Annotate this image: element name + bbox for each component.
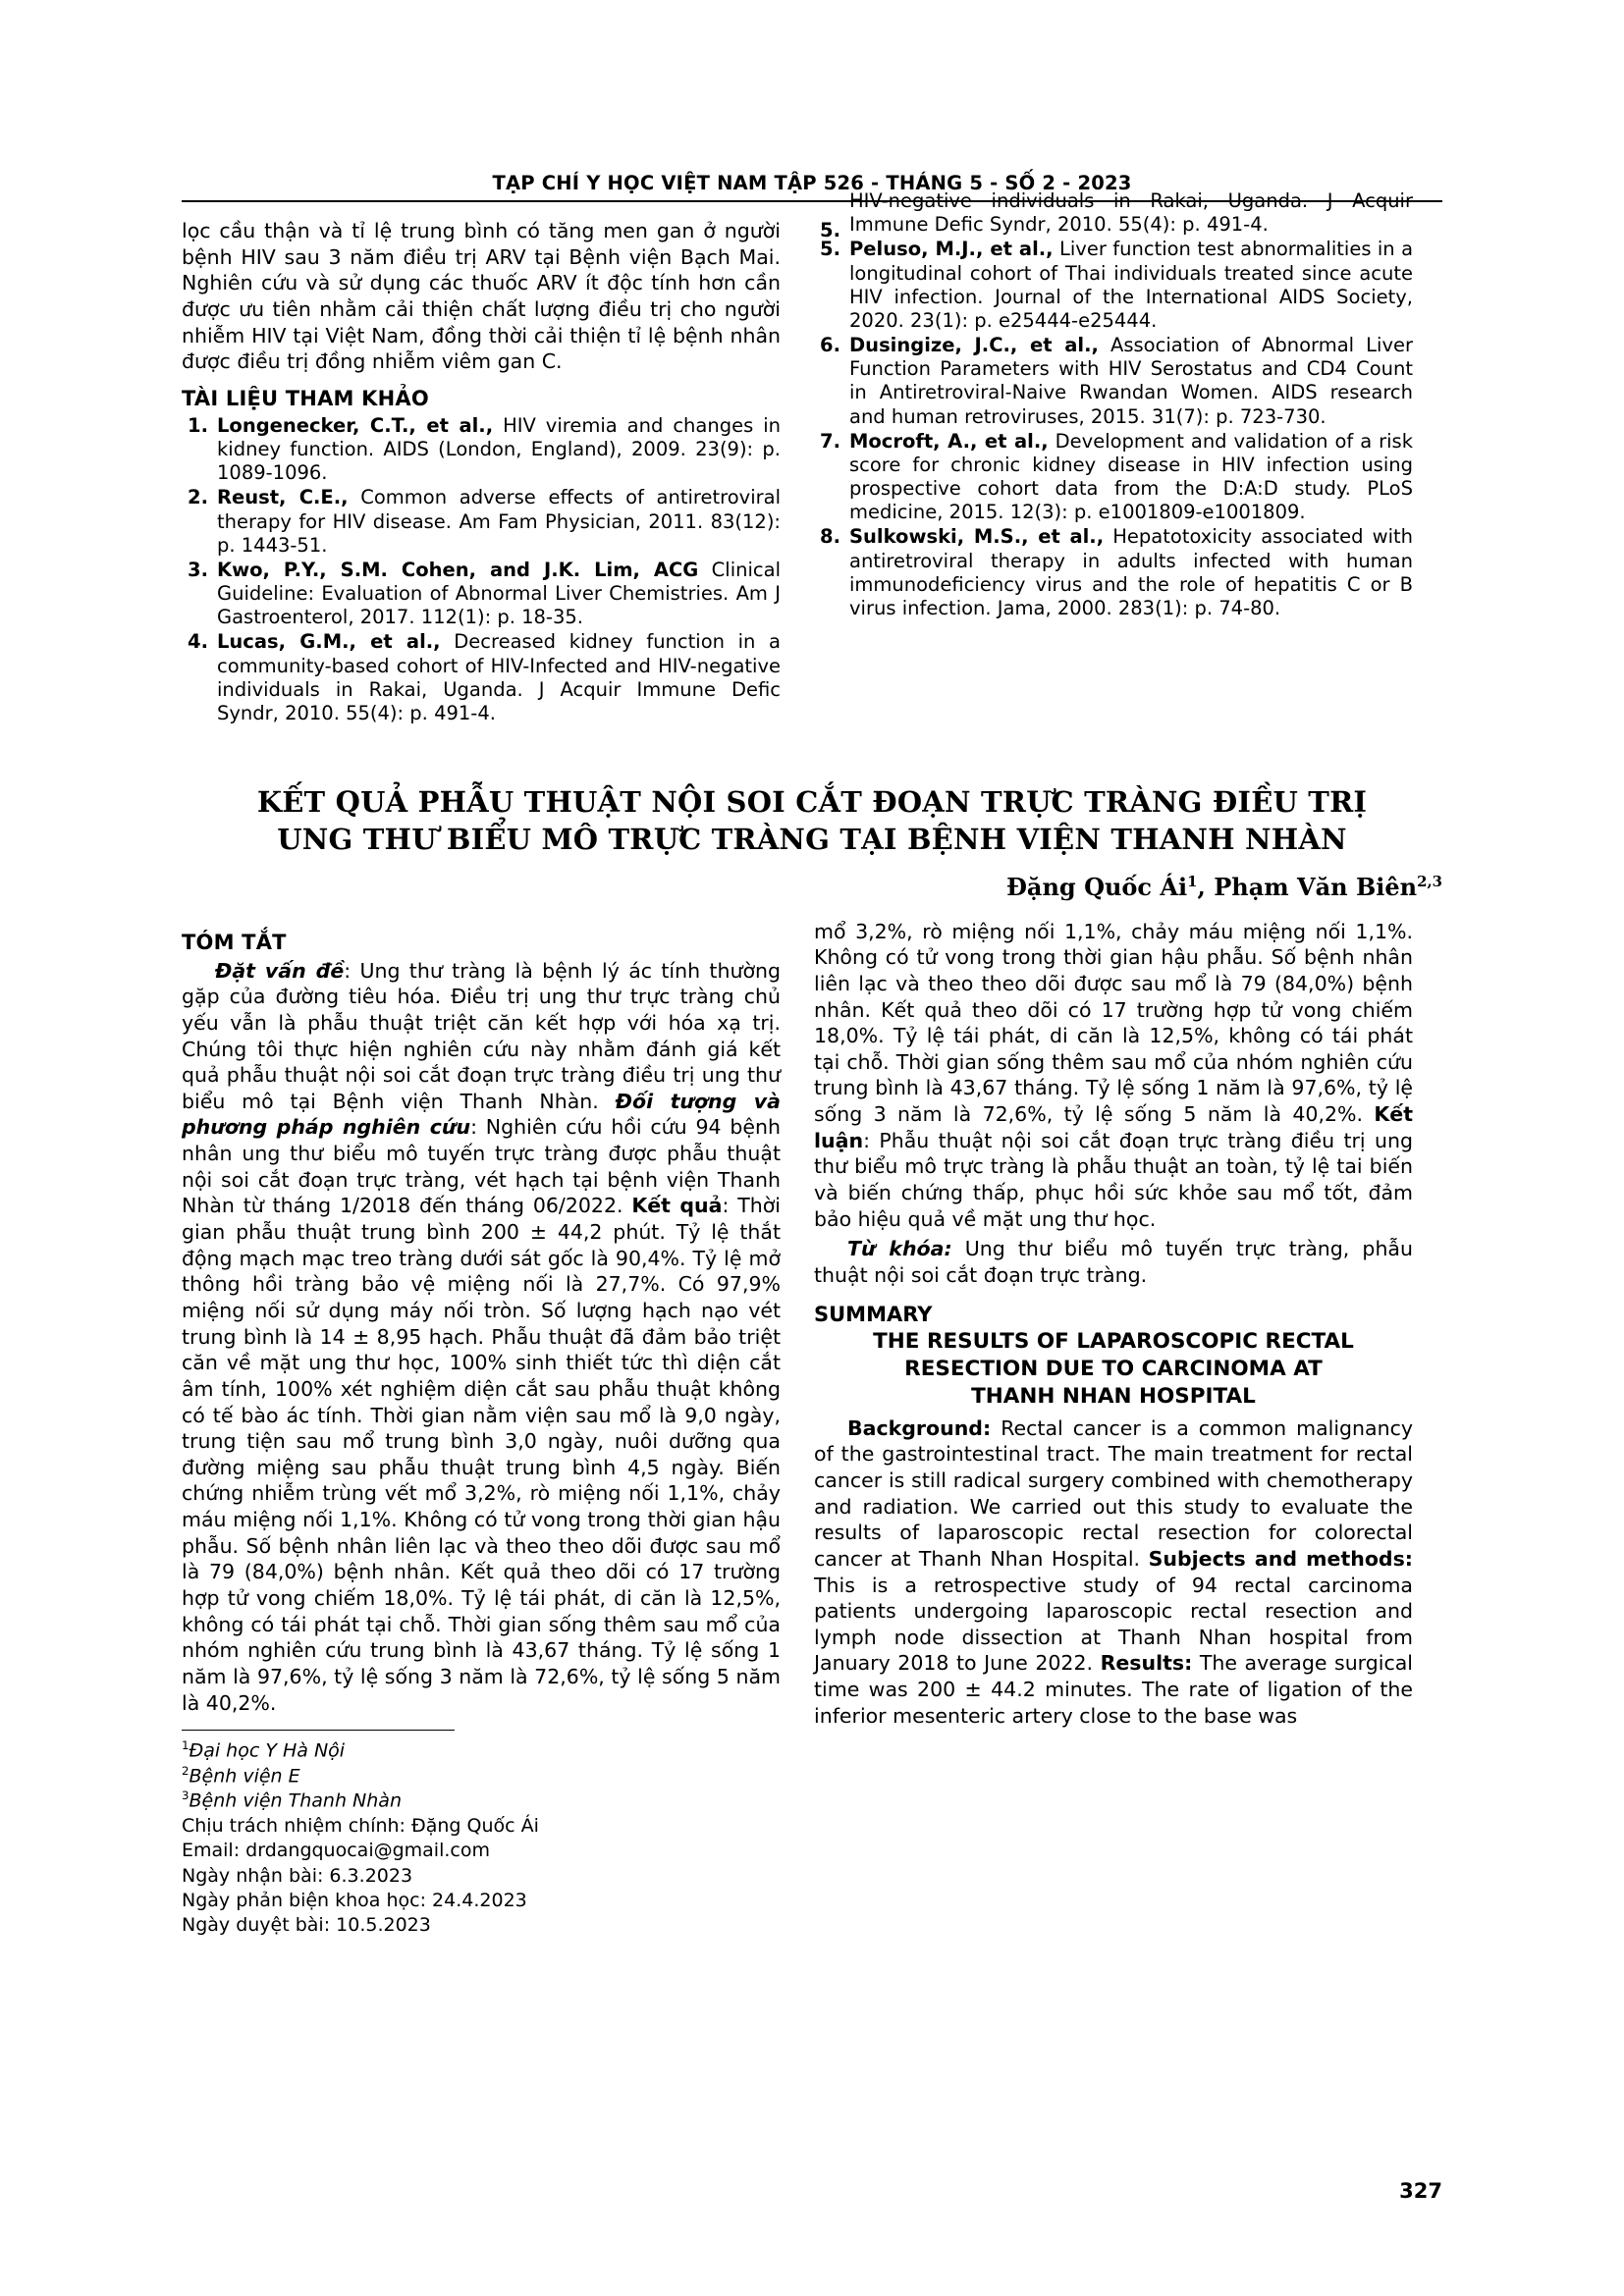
tomtat-paragraph <box>182 958 781 1717</box>
references-heading: TÀI LIỆU THAM KHẢO <box>182 386 429 410</box>
reference-list-5-8 <box>814 238 1413 620</box>
footnote-text-2: Bệnh viện E <box>189 1765 300 1788</box>
author-2-affiliation-marker: 2,3 <box>1417 872 1442 890</box>
footnote-marker-3: 3 <box>182 1789 189 1803</box>
footnote-text-1: Đại học Y Hà Nội <box>189 1739 346 1762</box>
summary-text-1: Rectal cancer is a common malignancy of the gastrointestinal tract. The main treatment for rectal cancer is still radical surgery combined with chemotherapy and radiation. We carried out this study to evaluate the results of laparoscopic rectal resection for colorectal cancer at Thanh Nhan Hospital. <box>814 1415 1413 1571</box>
tomtat-text-3-cont: mổ 3,2%, rò miệng nối 1,1%, chảy máu miệng nối 1,1%. Không có tử vong trong thời gian hậu phẫu. Số bệnh nhân liên lạc và theo theo dõi được sau mổ là 79 (84,0%) bệnh nhân. Kết quả theo dõi có 17 trường hợp tử vong chiếm 18,0%. Tỷ lệ tái phát, di căn là 12,5%, không có tái phát tại chỗ. Thời gian sống thêm sau mổ của nhóm nghiên cứu trung bình là 43,67 tháng. Tỷ lệ sống 1 năm là 97,6%, tỷ lệ sống 3 năm là 72,6%, tỷ lệ sống 5 năm là 40,2%. <box>814 919 1413 1127</box>
label-background: Background: <box>847 1415 992 1440</box>
reference-item <box>182 486 781 558</box>
footnote-affiliation-3 <box>182 1789 781 1814</box>
summary-title-line2: RESECTION DUE TO CARCINOMA AT <box>904 1356 1323 1381</box>
footnote-text-3: Bệnh viện Thanh Nhàn <box>189 1789 402 1812</box>
footnote-review-date: Ngày phản biện khoa học: 24.4.2023 <box>182 1889 527 1911</box>
reference-body: HIV viremia and changes in kidney function. AIDS (London, England), 2009. 23(9): p. 1089-1096. <box>217 413 781 485</box>
page-number: 327 <box>1399 2179 1442 2203</box>
abstract-left-column <box>182 919 781 1939</box>
top-two-column-block <box>182 189 1442 726</box>
reference-item <box>182 559 781 630</box>
top-right-column <box>814 189 1414 726</box>
footnote-separator <box>182 1730 455 1731</box>
abstract-two-column-block <box>182 919 1442 1939</box>
summary-title-line1: THE RESULTS OF LAPAROSCOPIC RECTAL <box>873 1328 1354 1354</box>
reference-item <box>182 414 781 486</box>
reference-body: Development and validation of a risk score for chronic kidney disease in HIV infection using prospective cohort data from the D:A:D study. PLoS medicine, 2015. 12(3): p. e1001809-e1001809. <box>849 429 1413 524</box>
abstract-right-column <box>814 919 1413 1939</box>
reference-body: Common adverse effects of antiretroviral therapy for HIV disease. Am Fam Physician, 2011. 83(12): p. 1443-51. <box>217 486 781 557</box>
label-ket-qua: Kết quả <box>631 1194 723 1218</box>
summary-paragraph <box>814 1415 1413 1730</box>
label-results: Results: <box>1100 1651 1193 1676</box>
reference-body: Clinical Guideline: Evaluation of Abnormal Liver Chemistries. Am J Gastroenterol, 2017. 112(1): p. 18-35. <box>217 558 781 629</box>
summary-title-line3: THANH NHAN HOSPITAL <box>971 1384 1256 1410</box>
summary-heading: SUMMARY <box>814 1302 933 1326</box>
page-title <box>209 783 1415 859</box>
reference-4-continued: HIV-negative individuals in Rakai, Uganda. J Acquir Immune Defic Syndr, 2010. 55(4): p. 491-4. <box>849 189 1413 237</box>
summary-text-2: This is a retrospective study of 94 rectal carcinoma patients undergoing laparoscopic rectal resection and lymph node dissection at Thanh Nhan hospital from January 2018 to June 2022. <box>814 1573 1413 1676</box>
tomtat-heading: TÓM TẮT <box>182 930 287 954</box>
reference-authors: Mocroft, A., et al., <box>849 429 1049 453</box>
reference-item <box>814 334 1413 429</box>
footnote-corresponding-author: Chịu trách nhiệm chính: Đặng Quốc Ái <box>182 1814 539 1837</box>
reference-item <box>814 525 1413 620</box>
author-1: Đặng Quốc Ái <box>1005 872 1188 901</box>
label-subjects-methods: Subjects and methods: <box>1148 1546 1413 1571</box>
footnote-received-date: Ngày nhận bài: 6.3.2023 <box>182 1864 413 1887</box>
label-dat-van-de: Đặt vấn đề <box>215 958 345 983</box>
reference-body: Liver function test abnormalities in a longitudinal cohort of Thai individuals treated since acute HIV infection. Journal of the International AIDS Society, 2020. 23(1): p. e25444-e25444. <box>849 238 1414 332</box>
footnote-marker-2: 2 <box>182 1763 189 1778</box>
article-title-line2: UNG THƯ BIỂU MÔ TRỰC TRÀNG TẠI BỆNH VIỆN THANH NHÀN <box>277 823 1347 857</box>
tomtat-paragraph-continued <box>814 919 1413 1233</box>
reference-authors: Lucas, G.M., et al., <box>217 630 441 654</box>
summary-title <box>822 1328 1405 1412</box>
reference-body: Decreased kidney function in a community-based cohort of HIV-Infected and HIV-negative individuals in Rakai, Uganda. J Acquir Immune Defic Syndr, 2010. 55(4): p. 491-4. <box>217 630 782 724</box>
reference-authors: Longenecker, C.T., et al., <box>217 413 494 437</box>
author-2: , Phạm Văn Biên <box>1197 872 1418 901</box>
reference-authors: Sulkowski, M.S., et al., <box>849 525 1105 549</box>
article-title-line1: KẾT QUẢ PHẪU THUẬT NỘI SOI CẮT ĐOẠN TRỰC TRÀNG ĐIỀU TRỊ <box>256 785 1368 820</box>
tomtat-text-3: : Thời gian phẫu thuật trung bình 200 ± 44,2 phút. Tỷ lệ thắt động mạch mạc treo tràng dưới sát gốc là 90,4%. Tỷ lệ mở thông hồi tràng bảo vệ miệng nối là 27,7%. Có 97,9% miệng nối sử dụng máy nối tròn. Số lượng hạch nạo vét trung bình là 14 ± 8,95 hạch. Phẫu thuật đã đảm bảo triệt căn về mặt ung thư học, 100% sinh thiết tức thì diện cắt âm tính, 100% xét nghiệm diện cắt sau phẫu thuật không có tế bào ác tính. Thời gian nằm viện sau mổ là 9,0 ngày, trung tiện sau mổ trung bình 3,0 ngày, nuôi dưỡng qua đường miệng sau phẫu thuật trung bình 4,5 ngày. Biến chứng nhiễm trùng vết mổ 3,2%, rò miệng nối 1,1%, chảy máu miệng nối 1,1%. Không có tử vong trong thời gian hậu phẫu. Số bệnh nhân liên lạc và theo theo dõi được sau mổ là 79 (84,0%) bệnh nhân. Kết quả theo dõi có 17 trường hợp tử vong chiếm 18,0%. Tỷ lệ tái phát, di căn là 12,5%, không có tái phát tại chỗ. Thời gian sống thêm sau mổ của nhóm nghiên cứu trung bình là 43,67 tháng. Tỷ lệ sống 1 năm là 97,6%, tỷ lệ sống 3 năm là 72,6%, tỷ lệ sống 5 năm là 40,2%. <box>182 1194 781 1715</box>
reference-body: Association of Abnormal Liver Function Parameters with HIV Serostatus and CD4 Count in Antiretroviral-Naive Rwandan Women. AIDS research and human retroviruses, 2015. 31(7): p. 723-730. <box>849 334 1413 428</box>
reference-authors: Dusingize, J.C., et al., <box>849 334 1099 357</box>
tomtat-text-2: : Nghiên cứu hồi cứu 94 bệnh nhân ung thư biểu mô tuyến trực tràng được phẫu thuật nội soi cắt đoạn trực tràng, vét hạch tại bệnh viện Thanh Nhàn từ tháng 1/2018 đến tháng 06/2022. <box>182 1115 781 1218</box>
label-tu-khoa: Từ khóa: <box>847 1237 952 1261</box>
footnote-accept-date: Ngày duyệt bài: 10.5.2023 <box>182 1914 431 1937</box>
reference-item <box>814 238 1413 333</box>
article-authors <box>182 873 1442 901</box>
footnote-marker-1: 1 <box>182 1738 189 1753</box>
label-ket-luan: Kết luận <box>814 1102 1413 1152</box>
tomtat-text-1: : Ung thư tràng là bệnh lý ác tính thường gặp của đường tiêu hóa. Điều trị ung thư trực tràng chủ yếu vẫn là phẫu thuật triệt căn kết hợp với hóa xạ trị. Chúng tôi thực hiện nghiên cứu này nhằm đánh giá kết quả phẫu thuật nội soi cắt đoạn trực tràng điều trị ung thư biểu mô tại Bệnh viện Thanh Nhàn. <box>182 958 781 1113</box>
footnote-affiliation-2 <box>182 1764 781 1789</box>
continuation-paragraph: lọc cầu thận và tỉ lệ trung bình có tăng men gan ở người bệnh HIV sau 3 năm điều trị ARV tại Bệnh viện Bạch Mai. Nghiên cứu và sử dụng các thuốc ARV ít độc tính hơn cần được ưu tiên nhằm cải thiện chất lượng điều trị cho người nhiễm HIV tại Việt Nam, đồng thời cải thiện tỉ lệ bệnh nhân được điều trị đồng nhiễm viêm gan C. <box>182 219 781 374</box>
author-1-affiliation-marker: 1 <box>1187 872 1198 890</box>
running-head: TẠP CHÍ Y HỌC VIỆT NAM TẬP 526 - THÁNG 5 - SỐ 2 - 2023 <box>492 172 1132 194</box>
summary-text-3: The average surgical time was 200 ± 44.2 minutes. The rate of ligation of the inferior mesenteric artery close to the base was <box>814 1651 1413 1728</box>
reference-authors: Reust, C.E., <box>217 486 349 509</box>
reference-body: Hepatotoxicity associated with antiretroviral therapy in adults infected with human immunodeficiency virus and the role of hepatitis C or B virus infection. Jama, 2000. 283(1): p. 74-80. <box>849 525 1413 619</box>
keywords-text: Ung thư biểu mô tuyến trực tràng, phẫu thuật nội soi cắt đoạn trực tràng. <box>814 1237 1413 1287</box>
top-left-column <box>182 218 781 726</box>
tomtat-text-4: : Phẫu thuật nội soi cắt đoạn trực tràng điều trị ung thư biểu mô trực tràng là phẫu thuật an toàn, tỷ lệ tai biến và biến chứng thấp, phục hồi sức khỏe sau mổ tốt, đảm bảo hiệu quả về mặt ung thư học. <box>814 1128 1413 1231</box>
footnote-email: Email: drdangquocai@gmail.com <box>182 1840 490 1862</box>
reference-list-part1 <box>182 414 781 725</box>
label-doi-tuong: Đối tượng và phương pháp nghiên cứu <box>182 1089 782 1140</box>
footnote-affiliation-1 <box>182 1738 781 1764</box>
reference-authors: Kwo, P.Y., S.M. Cohen, and J.K. Lim, ACG <box>217 558 699 581</box>
keywords-paragraph <box>814 1236 1413 1288</box>
reference-authors: Peluso, M.J., et al., <box>849 238 1054 261</box>
reference-item <box>182 630 781 725</box>
reference-item <box>814 430 1413 525</box>
